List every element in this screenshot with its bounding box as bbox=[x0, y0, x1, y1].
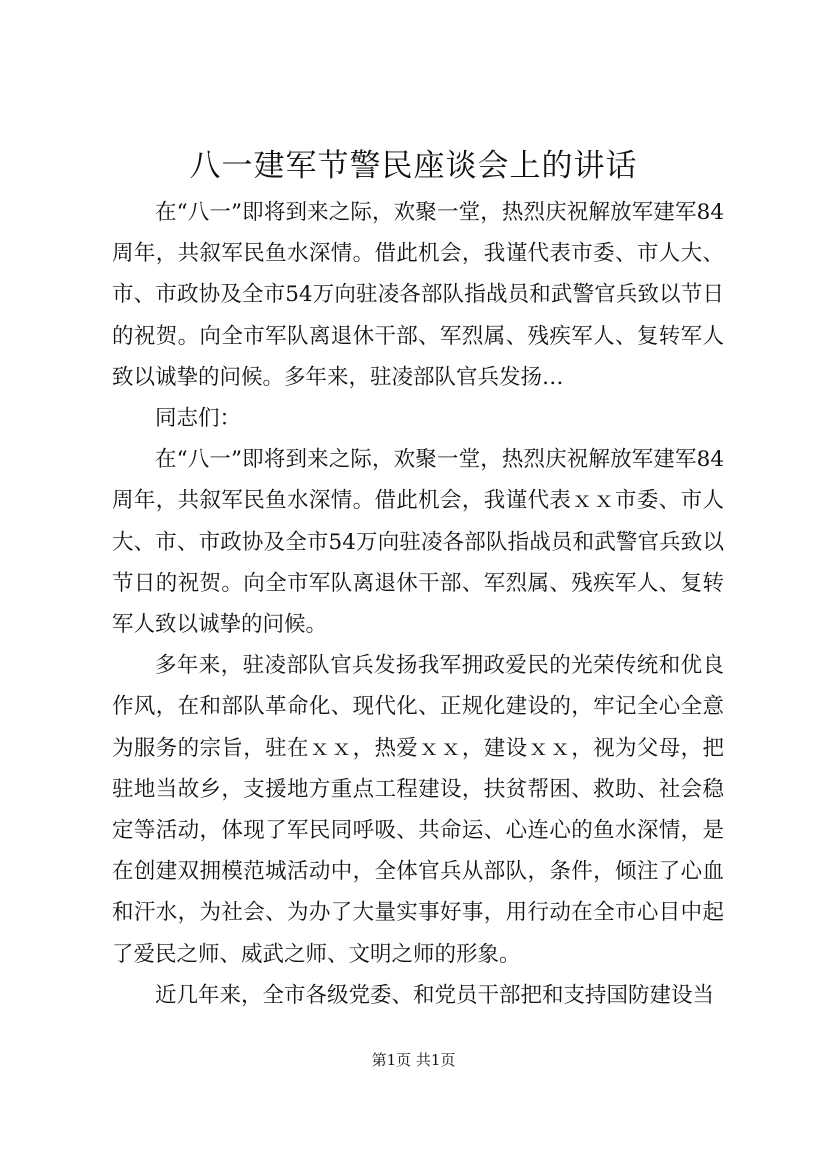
paragraph-recent-years: 近几年来，全市各级党委、和党员干部把和支持国防建设当 bbox=[155, 982, 715, 1008]
document-body bbox=[112, 192, 724, 1016]
paragraph-salutation: 同志们： bbox=[155, 406, 242, 432]
paragraph-troops-contribution: 多年来，驻凌部队官兵发扬我军拥政爱民的光荣传统和优良作风，在和部队革命化、现代化、正规化建设的，牢记全心全意为服务的宗旨，驻在ｘｘ，热爱ｘｘ，建设ｘｘ，视为父母，把驻地当故乡，支援地方重点工程建设，扶贫帮困、救助、社会稳定等活动，体现了军民同呼吸、共命运、心连心的鱼水深情，是在创建双拥模范城活动中，全体官兵从部队，条件，倾注了心血和汗水，为社会、为办了大量实事好事，用行动在全市心目中起了爱民之师、威武之师、文明之师的形象。 bbox=[112, 653, 724, 967]
page-number-footer: 第1页 共1页 bbox=[371, 1051, 456, 1069]
document-title: 八一建军节警民座谈会上的讲话 bbox=[189, 148, 638, 184]
paragraph-greeting: 在“八一”即将到来之际，欢聚一堂，热烈庆祝解放军建军84周年，共叙军民鱼水深情。借此机会，我谨代表ｘｘ市委、市人大、市、市政协及全市54万向驻凌各部队指战员和武警官兵致以节日的祝贺。向全市军队离退休干部、军烈属、残疾军人、复转军人致以诚挚的问候。 bbox=[112, 447, 724, 638]
paragraph-intro-summary: 在“八一”即将到来之际，欢聚一堂，热烈庆祝解放军建军84周年，共叙军民鱼水深情。借此机会，我谨代表市委、市人大、市、市政协及全市54万向驻凌各部队指战员和武警官兵致以节日的祝贺。向全市军队离退休干部、军烈属、残疾军人、复转军人致以诚挚的问候。多年来，驻凌部队官兵发扬… bbox=[112, 200, 724, 390]
